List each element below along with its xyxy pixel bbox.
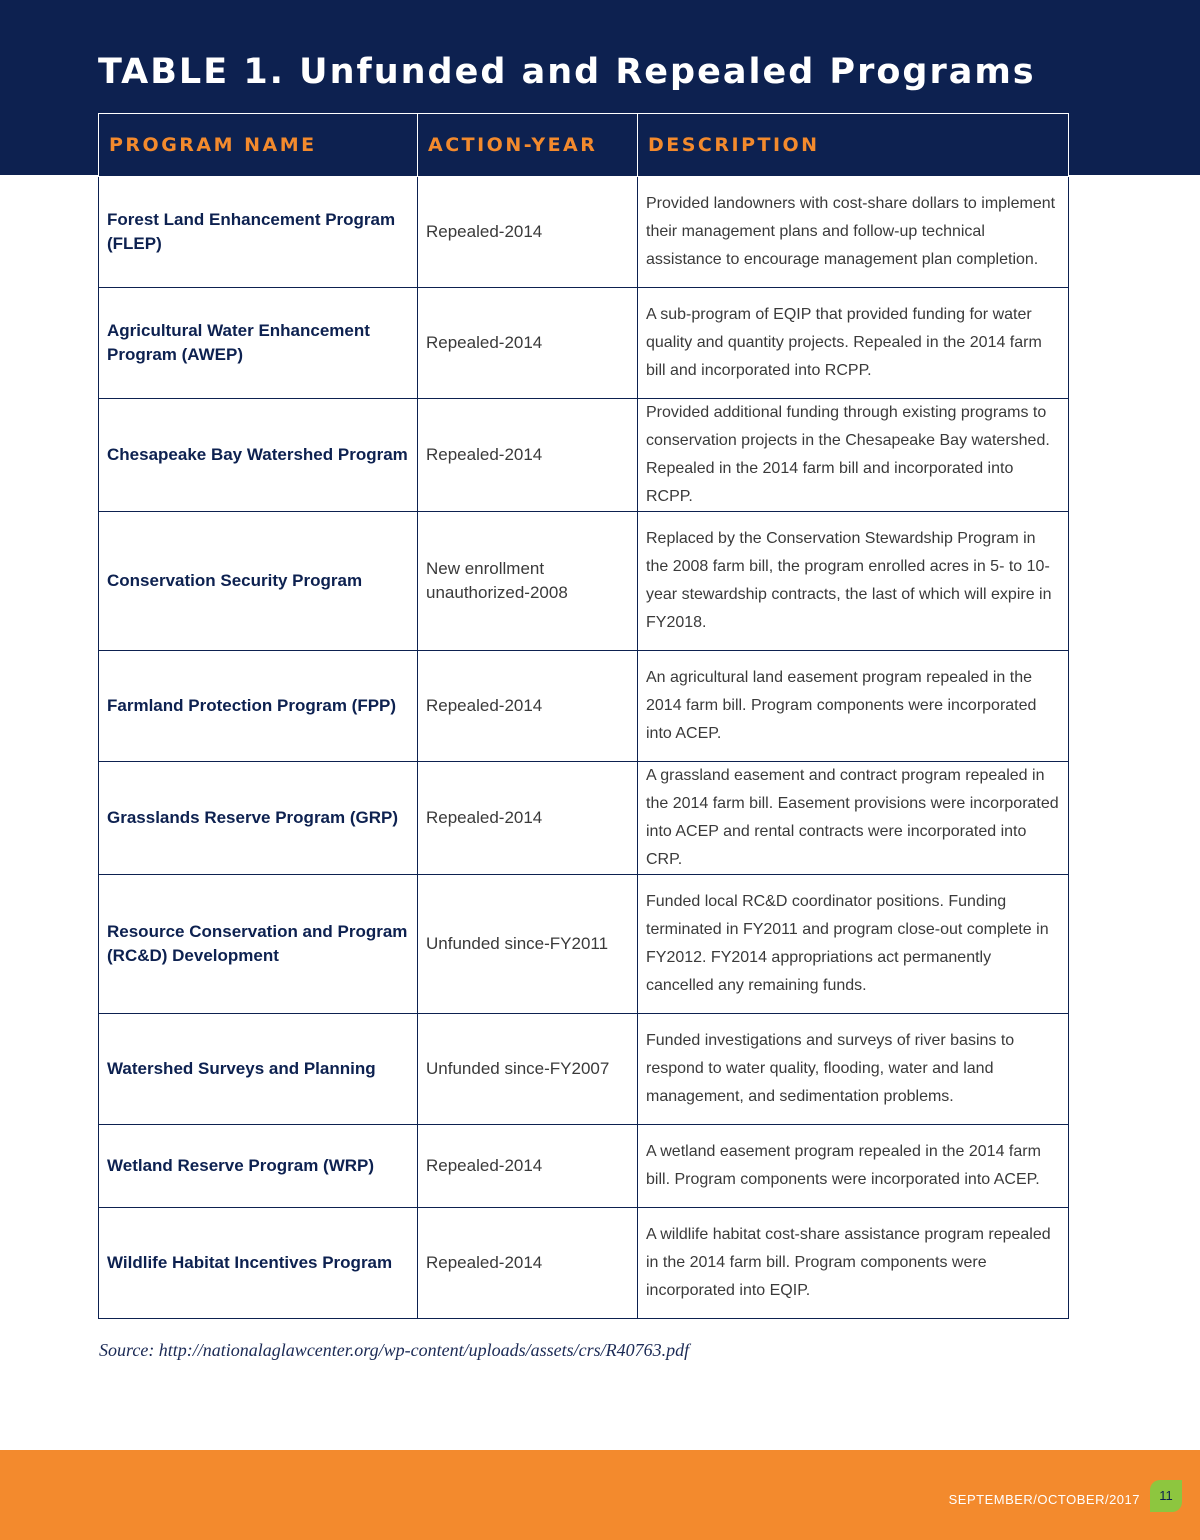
program-name-cell: Conservation Security Program [99,512,418,651]
program-name-cell: Forest Land Enhancement Program (FLEP) [99,177,418,288]
action-year-cell: Repealed-2014 [418,1208,638,1319]
description-cell: A wetland easement program repealed in the 2014 farm bill. Program components were incorporated into ACEP. [638,1125,1069,1208]
action-year-cell: Repealed-2014 [418,399,638,512]
description-cell: A wildlife habitat cost-share assistance program repealed in the 2014 farm bill. Program components were incorporated into EQIP. [638,1208,1069,1319]
table-row [99,762,1069,875]
table-row [99,1014,1069,1125]
program-name-cell: Grasslands Reserve Program (GRP) [99,762,418,875]
page-title: TABLE 1. Unfunded and Repealed Programs [98,52,1036,92]
description-cell: Replaced by the Conservation Stewardship Program in the 2008 farm bill, the program enrolled acres in 5- to 10-year stewardship contracts, the last of which will expire in FY2018. [638,512,1069,651]
source-citation: Source: http://nationalaglawcenter.org/wp-content/uploads/assets/crs/R40763.pdf [99,1340,690,1360]
program-name-cell: Chesapeake Bay Watershed Program [99,399,418,512]
table-row [99,177,1069,288]
action-year-cell: Repealed-2014 [418,762,638,875]
action-year-cell: Unfunded since-FY2007 [418,1014,638,1125]
column-header-action-year: ACTION-YEAR [418,114,638,177]
program-name-cell: Farmland Protection Program (FPP) [99,651,418,762]
column-header-description: DESCRIPTION [638,114,1069,177]
issue-date: SEPTEMBER/OCTOBER/2017 [948,1492,1140,1507]
description-cell: An agricultural land easement program repealed in the 2014 farm bill. Program components were incorporated into ACEP. [638,651,1069,762]
description-cell: Provided additional funding through existing programs to conservation projects in the Chesapeake Bay watershed. Repealed in the 2014 farm bill and incorporated into RCPP. [638,399,1069,512]
description-cell: Provided landowners with cost-share dollars to implement their management plans and follow-up technical assistance to encourage management plan completion. [638,177,1069,288]
program-name-cell: Wildlife Habitat Incentives Program [99,1208,418,1319]
program-name-cell: Wetland Reserve Program (WRP) [99,1125,418,1208]
program-name-cell: Agricultural Water Enhancement Program (AWEP) [99,288,418,399]
column-header-program-name: PROGRAM NAME [99,114,418,177]
action-year-cell: Repealed-2014 [418,288,638,399]
table-row [99,399,1069,512]
description-cell: Funded investigations and surveys of river basins to respond to water quality, flooding, water and land management, and sedimentation problems. [638,1014,1069,1125]
table-row [99,1125,1069,1208]
description-cell: A sub-program of EQIP that provided funding for water quality and quantity projects. Repealed in the 2014 farm bill and incorporated into RCPP. [638,288,1069,399]
table-header-row [99,114,1069,177]
table-row [99,1208,1069,1319]
program-name-cell: Watershed Surveys and Planning [99,1014,418,1125]
programs-table-container [98,113,1068,1319]
description-cell: A grassland easement and contract program repealed in the 2014 farm bill. Easement provisions were incorporated into ACEP and rental contracts were incorporated into CRP. [638,762,1069,875]
action-year-cell: Unfunded since-FY2011 [418,875,638,1014]
program-name-cell: Resource Conservation and Program (RC&D) Development [99,875,418,1014]
table-row [99,651,1069,762]
table-row [99,875,1069,1014]
action-year-cell: Repealed-2014 [418,651,638,762]
page-number-badge: 11 [1150,1480,1182,1512]
action-year-cell: Repealed-2014 [418,1125,638,1208]
action-year-cell: Repealed-2014 [418,177,638,288]
table-row [99,288,1069,399]
programs-table [98,113,1069,1319]
table-row [99,512,1069,651]
action-year-cell: New enrollment unauthorized-2008 [418,512,638,651]
description-cell: Funded local RC&D coordinator positions. Funding terminated in FY2011 and program close-out complete in FY2012. FY2014 appropriations act permanently cancelled any remaining funds. [638,875,1069,1014]
